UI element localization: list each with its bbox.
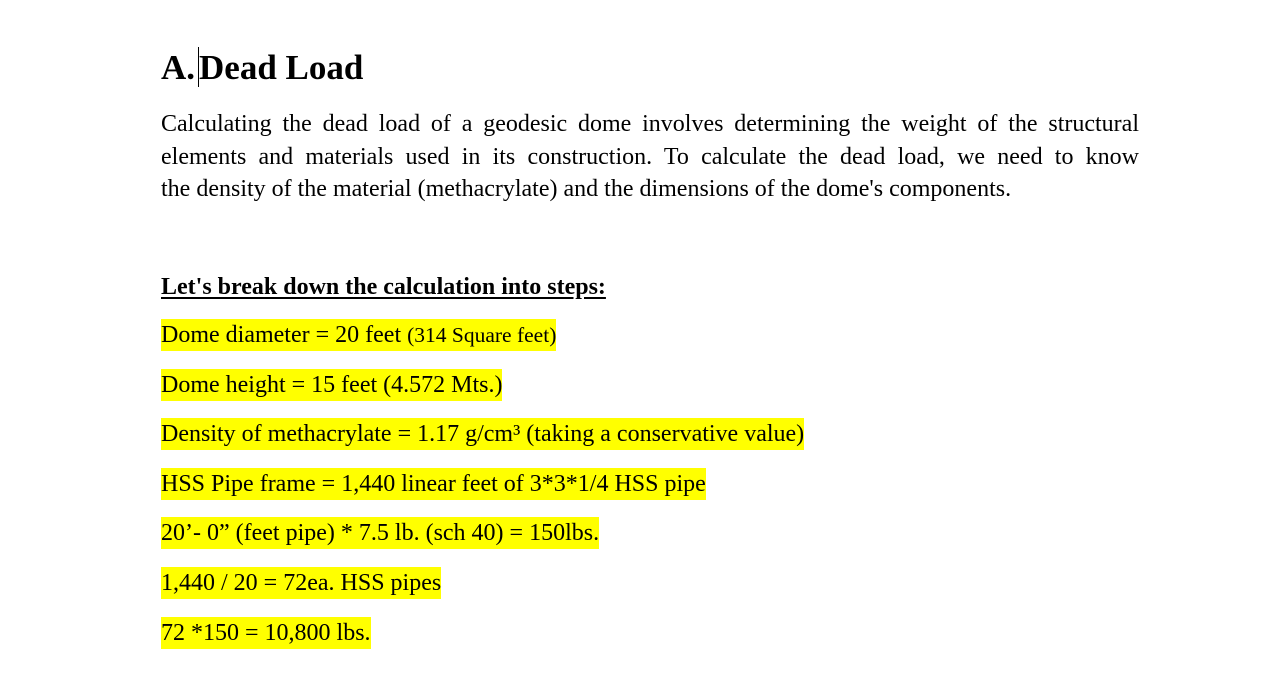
highlighted-text xyxy=(161,617,371,649)
step-pipe-count xyxy=(161,567,804,617)
highlighted-text xyxy=(161,319,556,351)
step-total-weight xyxy=(161,617,804,667)
step-text: 1,440 / 20 = 72ea. HSS pipes xyxy=(161,569,442,596)
step-text: 72 *150 = 10,800 lbs. xyxy=(161,619,371,646)
step-density xyxy=(161,418,804,468)
highlighted-text xyxy=(161,517,599,549)
step-pipe-weight xyxy=(161,517,804,567)
steps-heading: Let's break down the calculation into steps: xyxy=(161,274,606,300)
step-text: HSS Pipe frame = 1,440 linear feet of 3*3*1/4 HSS pipe xyxy=(161,470,706,497)
intro-line: the density of the material (methacrylate) and the dimensions of the dome's components. xyxy=(161,176,1012,202)
highlighted-text xyxy=(161,468,706,500)
step-text: Dome diameter = 20 feet xyxy=(161,322,408,348)
step-text: Dome height = 15 feet (4.572 Mts.) xyxy=(161,371,503,398)
intro-line: Calculating the dead load of a geodesic dome involves determining the weight of the structural xyxy=(161,111,1139,137)
intro-line: elements and materials used in its construction. To calculate the dead load, we need to know xyxy=(161,143,1139,170)
intro-paragraph xyxy=(161,108,1139,206)
highlighted-text xyxy=(161,567,441,599)
calculation-steps xyxy=(161,319,804,666)
highlighted-text xyxy=(161,369,502,401)
step-note: (314 Square feet) xyxy=(407,323,557,347)
step-text: 20’- 0” (feet pipe) * 7.5 lb. (sch 40) = 150lbs. xyxy=(161,520,600,547)
step-dome-diameter xyxy=(161,319,804,369)
section-heading xyxy=(161,47,363,89)
section-title: Dead Load xyxy=(199,48,364,87)
highlighted-text xyxy=(161,418,804,450)
step-text: Density of methacrylate = 1.17 g/cm³ (taking a conservative value) xyxy=(161,421,805,448)
section-number: A. xyxy=(161,48,196,87)
step-dome-height xyxy=(161,369,804,419)
step-pipe-frame xyxy=(161,468,804,518)
